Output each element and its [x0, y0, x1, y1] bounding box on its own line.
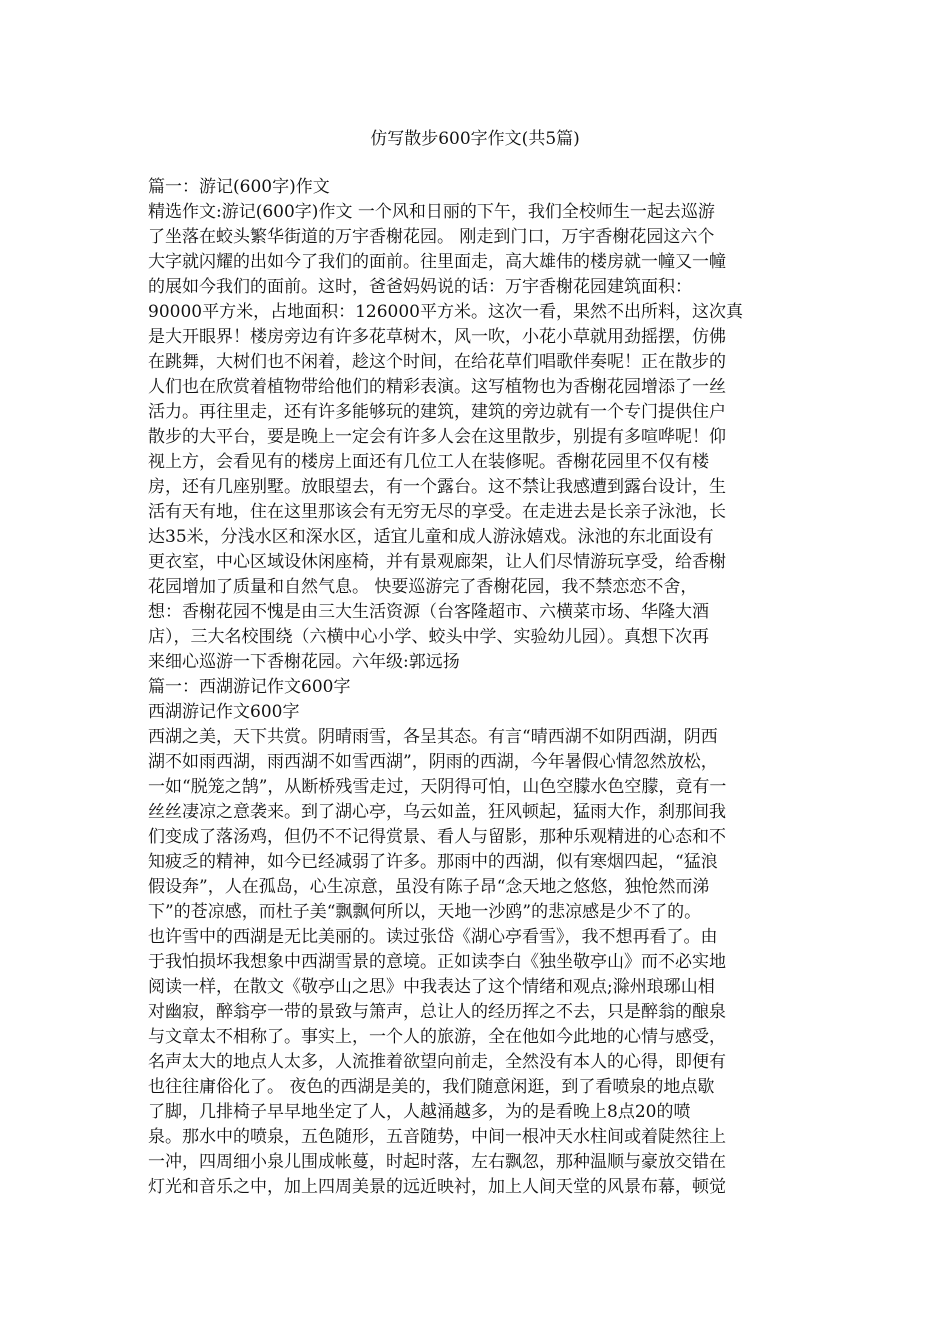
text-line: 与文章太不相称了。事实上，一个人的旅游，全在他如今此地的心情与感受，	[148, 1027, 726, 1047]
text-line: 在跳舞，大树们也不闲着，趁这个时间，在给花草们唱歌伴奏呢！正在散步的	[148, 352, 726, 372]
text-line: 了坐落在蛟头繁华街道的万宇香榭花园。 刚走到门口，万宇香榭花园这六个	[148, 227, 715, 247]
text-line: 一如“脱笼之鹄”，从断桥残雪走过，天阴得可怕，山色空朦水色空朦，竟有一	[148, 777, 727, 797]
text-line: 于我怕损坏我想象中西湖雪景的意境。正如读李白《独坐敬亭山》而不必实地	[148, 952, 726, 972]
text-line: 活有天有地，住在这里那该会有无穷无尽的享受。在走进去是长亲子泳池，长	[148, 502, 726, 522]
text-line: 阅读一样，在散文《敬亭山之思》中我表达了这个情绪和观点;滁州琅琊山相	[148, 977, 715, 997]
text-line: 店），三大名校围绕（六横中心小学、蛟头中学、实验幼儿园）。真想下次再	[148, 627, 709, 647]
text-line: 精选作文:游记(600字)作文 一个风和日丽的下午，我们全校师生一起去巡游	[148, 202, 715, 222]
text-line: 90000平方米，占地面积：126000平方米。这次一看，果然不出所料，这次真	[148, 302, 743, 322]
text-line: 们变成了落汤鸡，但仍不不记得赏景、看人与留影，那种乐观精进的心态和不	[148, 827, 726, 847]
text-line: 名声太大的地点人太多，人流推着欲望向前走，全然没有本人的心得，即便有	[148, 1052, 726, 1072]
text-line: 的展如今我们的面前。这时，爸爸妈妈说的话：万宇香榭花园建筑面积：	[148, 277, 692, 297]
text-line: 了脚，几排椅子早早地坐定了人，人越涌越多，为的是看晚上8点20的喷	[148, 1102, 691, 1122]
text-line: 房，还有几座别墅。放眼望去，有一个露台。这不禁让我感遭到露台设计，生	[148, 477, 726, 497]
text-line: 一冲，四周细小泉儿围成帐蔓，时起时落，左右飘忽，那种温顺与豪放交错在	[148, 1152, 726, 1172]
text-line: 丝丝凄凉之意袭来。到了湖心亭，乌云如盖，狂风顿起，猛雨大作，刹那间我	[148, 802, 726, 822]
text-line: 来细心巡游一下香榭花园。六年级:郭远扬	[148, 652, 460, 672]
text-line: 篇一：游记(600字)作文	[148, 177, 330, 197]
text-line: 大字就闪耀的出如今了我们的面前。往里面走，高大雄伟的楼房就一幢又一幢	[148, 252, 726, 272]
text-line: 更衣室，中心区域设休闲座椅，并有景观廊架，让人们尽情游玩享受，给香榭	[148, 552, 726, 572]
text-line: 下”的苍凉感，而杜子美“飘飘何所以，天地一沙鸥”的悲凉感是少不了的。	[148, 902, 702, 922]
text-line: 想：香榭花园不愧是由三大生活资源（台客隆超市、六横菜市场、华隆大酒	[148, 602, 709, 622]
text-line: 达35米，分浅水区和深水区，适宜儿童和成人游泳嬉戏。泳池的东北面设有	[148, 527, 714, 547]
text-line: 西湖游记作文600字	[148, 702, 300, 722]
text-line: 是大开眼界！楼房旁边有许多花草树木，风一吹，小花小草就用劲摇摆，仿佛	[148, 327, 726, 347]
text-line: 散步的大平台，要是晚上一定会有许多人会在这里散步，别提有多喧哗呢！仰	[148, 427, 726, 447]
text-line: 湖不如雨西湖，雨西湖不如雪西湖”，阴雨的西湖，今年暑假心情忽然放松，	[148, 752, 718, 772]
text-line: 人们也在欣赏着植物带给他们的精彩表演。这写植物也为香榭花园增添了一丝	[148, 377, 726, 397]
text-line: 假设奔”，人在孤岛，心生凉意，虽没有陈子昂“念天地之悠悠，独怆然而涕	[148, 877, 710, 897]
text-line: 对幽寂，醉翁亭一带的景致与箫声，总让人的经历挥之不去，只是醉翁的酿泉	[148, 1002, 726, 1022]
text-line: 知疲乏的精神，如今已经减弱了许多。那雨中的西湖，似有寒烟四起，“猛浪	[148, 852, 718, 872]
text-line: 灯光和音乐之中，加上四周美景的远近映衬，加上人间天堂的风景布幕，顿觉	[148, 1177, 726, 1197]
document-body	[148, 175, 808, 1200]
text-line: 也往往庸俗化了。 夜色的西湖是美的，我们随意闲逛，到了看喷泉的地点歇	[148, 1077, 715, 1097]
text-line: 也许雪中的西湖是无比美丽的。读过张岱《湖心亭看雪》，我不想再看了。由	[148, 927, 718, 947]
text-line: 活力。再往里走，还有许多能够玩的建筑，建筑的旁边就有一个专门提供住户	[148, 402, 726, 422]
text-line: 篇一：西湖游记作文600字	[148, 677, 351, 697]
text-line: 花园增加了质量和自然气息。 快要巡游完了香榭花园，我不禁恋恋不舍，	[148, 577, 698, 597]
document-title: 仿写散步600字作文(共5篇)	[370, 129, 580, 149]
text-line: 泉。那水中的喷泉，五色随形，五音随势，中间一根冲天水柱间或着陡然往上	[148, 1127, 726, 1147]
text-line: 西湖之美，天下共赏。阴晴雨雪，各呈其态。有言“晴西湖不如阴西湖，阴西	[148, 727, 718, 747]
text-line: 视上方，会看见有的楼房上面还有几位工人在装修呢。香榭花园里不仅有楼	[148, 452, 709, 472]
